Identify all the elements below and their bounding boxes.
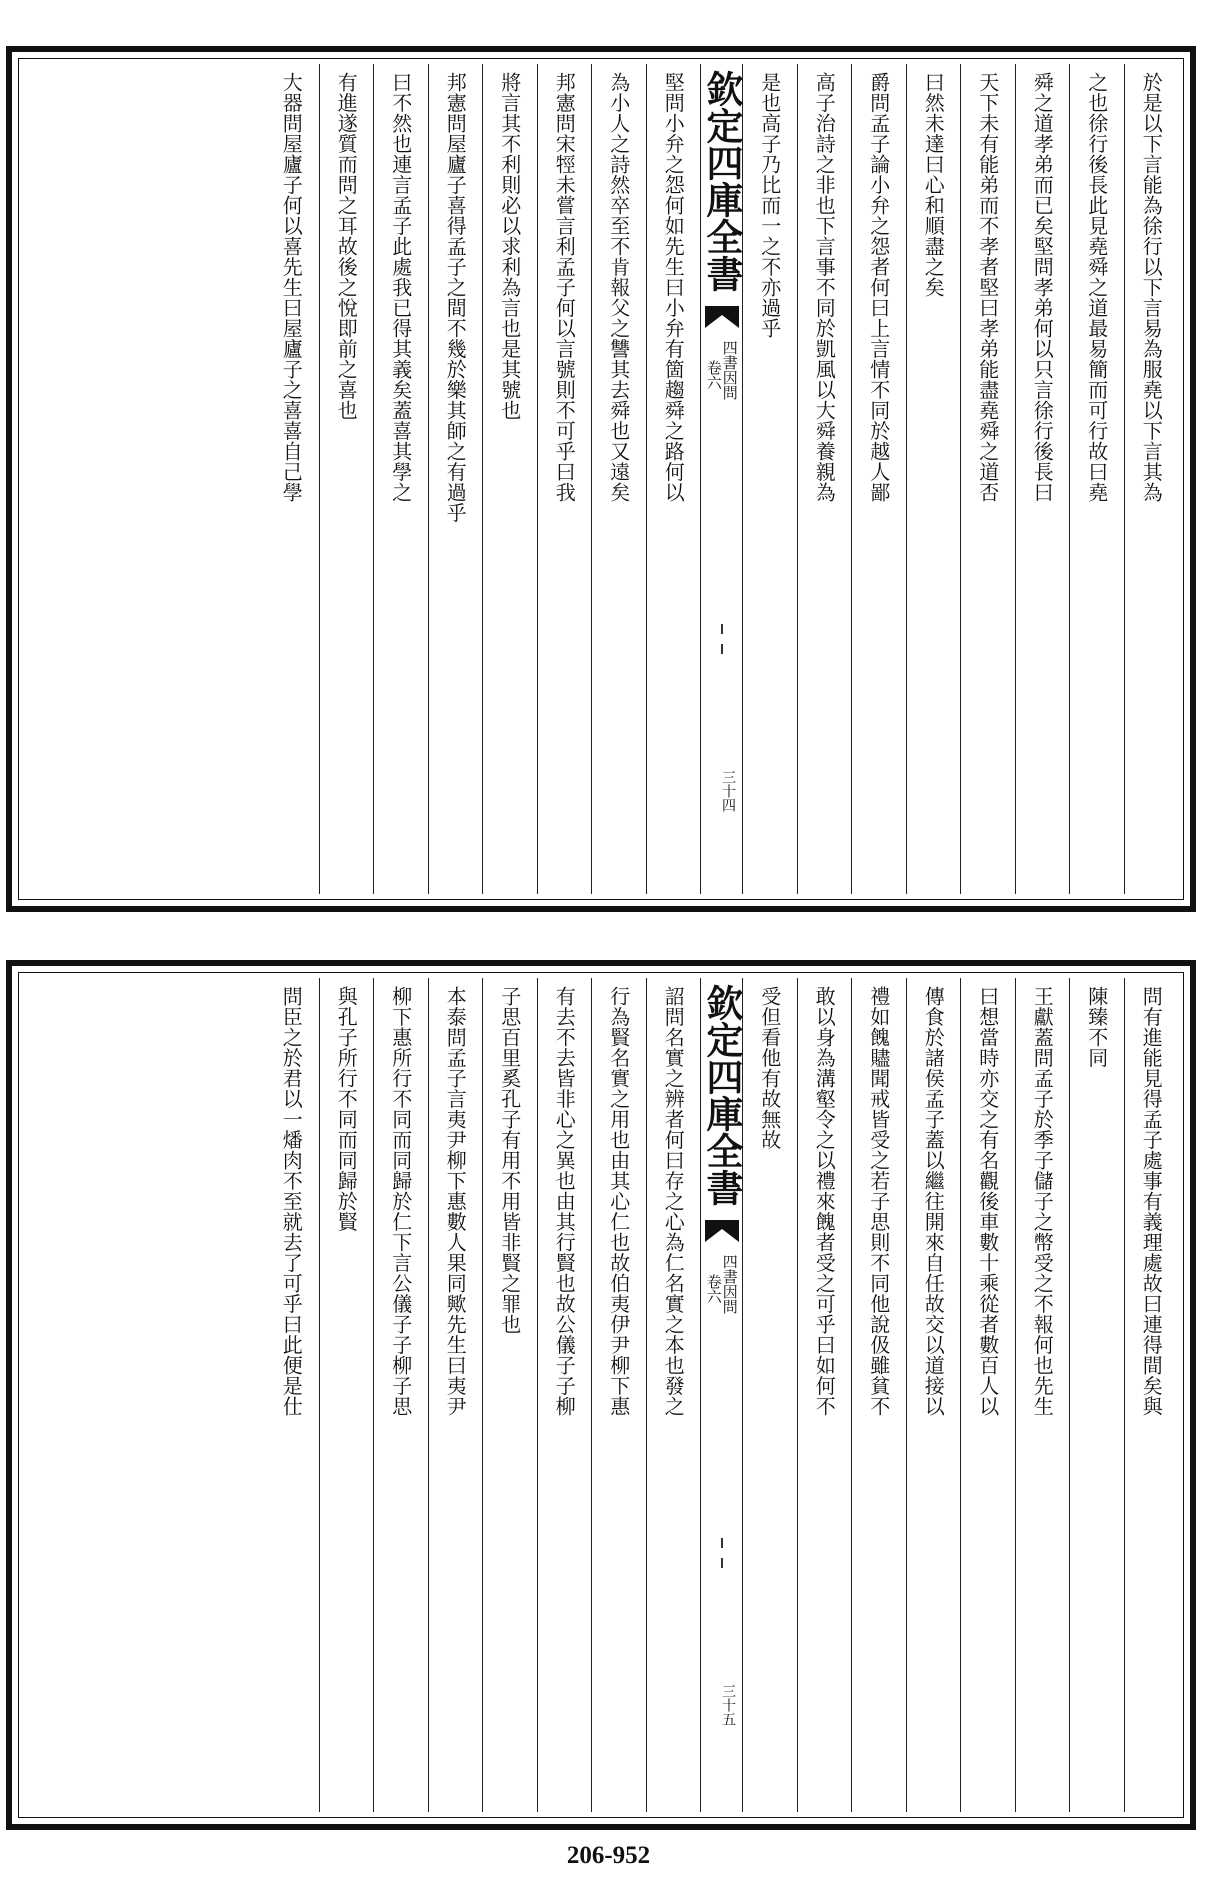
column-text: 陳臻不同 — [1084, 986, 1109, 1068]
column-text: 行為賢名實之用也由其心仁也故伯夷伊尹柳下惠 — [606, 986, 631, 1417]
column-text: 堅問小弁之怨何如先生曰小弁有箇趨舜之路何以 — [661, 72, 686, 503]
column-text: 問臣之於君以一燔肉不至就去了可乎曰此便是仕 — [279, 986, 304, 1417]
column-text: 有進遂質而問之耳故後之悅即前之喜也 — [334, 72, 359, 421]
column-text: 詔問名實之辨者何曰存之心為仁名實之本也發之 — [661, 986, 686, 1417]
column-text: 曰然未達曰心和順盡之矣 — [921, 72, 946, 298]
fishtail-mark-icon — [705, 306, 739, 328]
volume-label: 卷六 — [704, 360, 723, 390]
text-column — [482, 978, 537, 1812]
text-column — [373, 64, 428, 894]
collection-title: 欽定四庫全書 — [700, 70, 744, 292]
column-text: 本泰問孟子言夷尹柳下惠數人果同歟先生曰夷尹 — [443, 986, 468, 1417]
column-text: 傳食於諸侯孟子蓋以繼往開來自任故交以道接以 — [921, 986, 946, 1417]
column-text: 王獻蓋問孟子於季子儲子之幣受之不報何也先生 — [1030, 986, 1055, 1417]
text-column — [428, 64, 483, 894]
page-number: 206-952 — [566, 1842, 651, 1869]
text-column — [264, 978, 319, 1812]
text-column — [960, 978, 1015, 1812]
fold-tick — [721, 644, 723, 654]
column-text: 受但看他有故無故 — [757, 986, 782, 1150]
leaf-number: 三十四 — [720, 770, 736, 812]
fishtail-mark-icon — [705, 1220, 739, 1242]
text-column — [428, 978, 483, 1812]
column-text: 是也高子乃比而一之不亦過乎 — [757, 72, 782, 339]
text-column — [1124, 64, 1179, 894]
column-text: 曰不然也連言孟子此處我已得其義矣蓋喜其學之 — [388, 72, 413, 503]
column-text: 子思百里奚孔子有用不用皆非賢之罪也 — [497, 986, 522, 1335]
column-text: 天下未有能弟而不孝者堅曰孝弟能盡堯舜之道否 — [975, 72, 1000, 503]
text-column — [851, 64, 906, 894]
book-name: 四書因問 — [720, 1254, 739, 1314]
text-column — [482, 64, 537, 894]
column-text: 問有進能見得孟子處事有義理處故曰連得間矣與 — [1139, 986, 1164, 1417]
column-text: 柳下惠所行不同而同歸於仁下言公儀子子柳子思 — [388, 986, 413, 1417]
text-column — [797, 64, 852, 894]
column-text: 邦憲問屋廬子喜得孟子之間不幾於樂其師之有過乎 — [443, 72, 468, 523]
upper-text-columns — [24, 64, 1178, 894]
column-text: 高子治詩之非也下言事不同於凱風以大舜養親為 — [812, 72, 837, 503]
text-column — [742, 978, 797, 1812]
column-text: 敢以身為溝壑令之以禮來餽者受之可乎曰如何不 — [812, 986, 837, 1417]
text-column — [646, 978, 701, 1812]
text-column — [537, 64, 592, 894]
book-name: 四書因問 — [720, 340, 739, 400]
text-column — [1069, 64, 1124, 894]
text-column — [1015, 64, 1070, 894]
text-column — [591, 978, 646, 1812]
text-column — [591, 64, 646, 894]
text-column — [264, 64, 319, 894]
volume-label: 卷六 — [704, 1274, 723, 1304]
fold-tick — [721, 1558, 723, 1568]
text-column — [319, 64, 374, 894]
center-fold-column — [700, 978, 742, 1812]
column-text: 與孔子所行不同而同歸於賢 — [334, 986, 359, 1232]
column-text: 為小人之詩然卒至不肯報父之讐其去舜也又遠矣 — [606, 72, 631, 503]
text-column — [646, 64, 701, 894]
text-column — [373, 978, 428, 1812]
center-fold-column — [700, 64, 742, 894]
leaf-number: 三十五 — [720, 1684, 736, 1726]
fold-tick — [721, 1538, 723, 1548]
column-text: 禮如餽贐聞戒皆受之若子思則不同他說伋雖貧不 — [866, 986, 891, 1417]
fold-tick — [721, 624, 723, 634]
lower-page — [6, 960, 1196, 1830]
text-column — [906, 64, 961, 894]
text-column — [797, 978, 852, 1812]
column-text: 將言其不利則必以求利為言也是其號也 — [497, 72, 522, 421]
text-column — [742, 64, 797, 894]
text-column — [1069, 978, 1124, 1812]
text-column — [960, 64, 1015, 894]
text-column — [851, 978, 906, 1812]
column-text: 邦憲問宋牼未嘗言利孟子何以言號則不可乎曰我 — [552, 72, 577, 503]
lower-text-columns — [24, 978, 1178, 1812]
column-text: 於是以下言能為徐行以下言易為服堯以下言其為 — [1139, 72, 1164, 503]
column-text: 之也徐行後長此見堯舜之道最易簡而可行故曰堯 — [1084, 72, 1109, 503]
text-column — [537, 978, 592, 1812]
text-column — [1124, 978, 1179, 1812]
text-column — [319, 978, 374, 1812]
collection-title: 欽定四庫全書 — [700, 984, 744, 1206]
text-column — [906, 978, 961, 1812]
column-text: 舜之道孝弟而已矣堅問孝弟何以只言徐行後長曰 — [1030, 72, 1055, 503]
upper-page — [6, 46, 1196, 912]
column-text: 大器問屋廬子何以喜先生曰屋廬子之喜喜自己學 — [279, 72, 304, 503]
column-text: 爵問孟子論小弁之怨者何曰上言情不同於越人鄙 — [866, 72, 891, 503]
text-column — [1015, 978, 1070, 1812]
column-text: 曰想當時亦交之有名觀後車數十乘從者數百人以 — [975, 986, 1000, 1417]
column-text: 有去不去皆非心之異也由其行賢也故公儀子子柳 — [552, 986, 577, 1417]
